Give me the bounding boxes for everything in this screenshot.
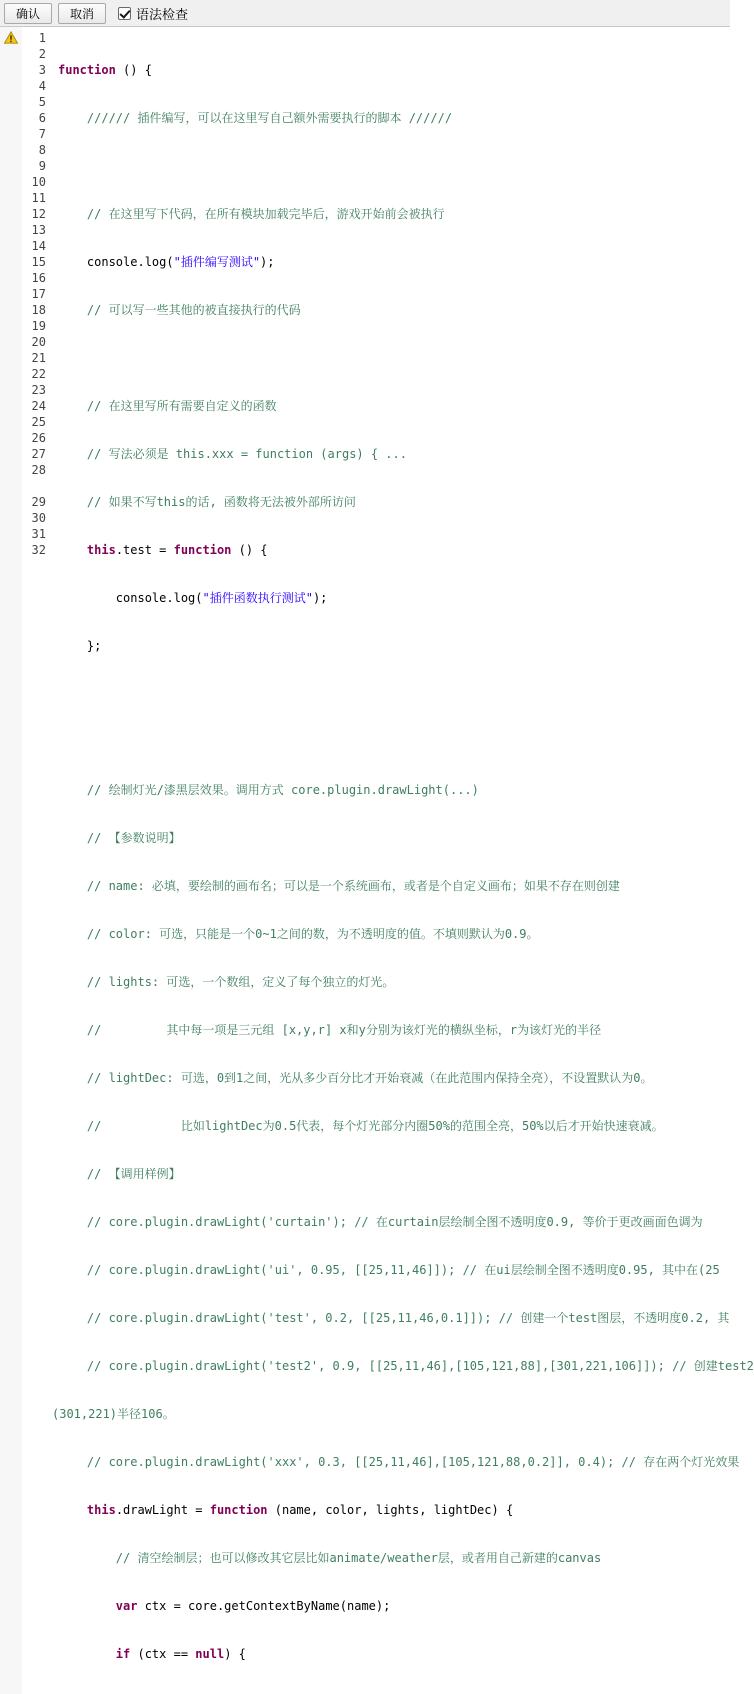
toolbar [0,0,730,27]
line-number: 20 [31,335,46,349]
line-number: 9 [38,159,46,173]
code-line: // 写法必须是 this.xxx = function (args) { ... [58,447,407,461]
code-line: if (ctx == null) { [115,1647,246,1661]
line-number: 16 [31,271,46,285]
code-line: }; [58,639,102,653]
syntax-check-label: 语法检查 [136,7,189,23]
syntax-check-toggle[interactable] [118,4,188,23]
line-number: 15 [31,255,46,269]
line-number: 23 [31,383,46,397]
code-line-wrapped: (301,221)半径106。 [52,1407,175,1421]
gutter-markers [0,27,22,1694]
code-line: var ctx = core.getContextByName(name); [115,1599,391,1613]
line-number: 18 [31,303,46,317]
code-line: // 如果不写this的话, 函数将无法被外部所访问 [58,495,356,509]
code-line: // core.plugin.drawLight('test', 0.2, [[25,11,46,0.1]]); // 创建一个test图层，不透明度0.2, 其 [58,1311,730,1325]
code-line: this.drawLight = function (name, color, lights, lightDec) { [86,1503,514,1517]
code-line: // 【参数说明】 [58,831,181,845]
code-line: console.log("插件函数执行测试"); [58,591,328,605]
line-number: 6 [38,111,46,125]
code-line: // 绘制灯光/漆黑层效果。调用方式 core.plugin.drawLight(...) [58,783,479,797]
code-line: this.test = function () { [86,543,268,557]
code-line: // core.plugin.drawLight('xxx', 0.3, [[25,11,46],[105,121,88,0.2]], 0.4); // 存在两个灯光效果 [58,1455,740,1469]
code-line: // core.plugin.drawLight('test2', 0.9, [[25,11,46],[105,121,88],[301,221,106]]); // 创建test2 [58,1359,754,1373]
line-number: 19 [31,319,46,333]
line-number: 13 [31,223,46,237]
line-number: 17 [31,287,46,301]
line-number: 25 [31,415,46,429]
line-number: 27 [31,447,46,461]
line-number: 8 [38,143,46,157]
line-number: 31 [31,527,46,541]
code-line: // 比如lightDec为0.5代表，每个灯光部分内圈50%的范围全亮，50%以后才开始快速衰减。 [58,1119,664,1133]
code-line: // 在这里写下代码，在所有模块加载完毕后，游戏开始前会被执行 [58,207,445,221]
line-number: 10 [31,175,46,189]
line-number: 3 [38,63,46,77]
code-content[interactable] [52,27,754,1694]
line-number: 29 [31,495,46,509]
code-line: // core.plugin.drawLight('ui', 0.95, [[25,11,46]]); // 在ui层绘制全图不透明度0.95, 其中在(25 [58,1263,720,1277]
code-line: // 可以写一些其他的被直接执行的代码 [58,303,301,317]
code-line [58,734,754,750]
line-number: 2 [38,47,46,61]
code-editor[interactable] [0,27,754,1694]
line-number: 12 [31,207,46,221]
code-line: // lightDec: 可选，0到1之间，光从多少百分比才开始衰减（在此范围内保持全亮），不设置默认为0。 [58,1071,653,1085]
line-number: 22 [31,367,46,381]
line-number: 5 [38,95,46,109]
code-line: // name: 必填，要绘制的画布名；可以是一个系统画布，或者是个自定义画布；如果不存在则创建 [58,879,620,893]
code-line: // 【调用样例】 [58,1167,181,1181]
line-number: 28 [31,463,46,477]
code-line: console.log("插件编写测试"); [58,255,275,269]
line-number: 24 [31,399,46,413]
line-number: 1 [38,31,46,45]
checkbox-icon[interactable] [118,7,131,20]
code-line [58,350,754,366]
cancel-button[interactable]: 取消 [58,3,106,24]
line-number: 7 [38,127,46,141]
line-number: 32 [31,543,46,557]
code-line: // color: 可选，只能是一个0~1之间的数，为不透明度的值。不填则默认为0.9。 [58,927,539,941]
code-line: // 其中每一项是三元组 [x,y,r] x和y分别为该灯光的横纵坐标，r为该灯光的半径 [58,1023,602,1037]
code-line [58,686,754,702]
confirm-button[interactable]: 确认 [4,3,52,24]
code-line [58,158,754,174]
line-number: 26 [31,431,46,445]
code-line: ////// 插件编写，可以在这里写自己额外需要执行的脚本 ////// [58,111,453,125]
line-number: 21 [31,351,46,365]
line-number-gutter [22,27,52,1694]
warning-triangle-icon [4,31,18,44]
line-number: 14 [31,239,46,253]
code-line: function () { [58,63,152,77]
line-number: 30 [31,511,46,525]
line-number: 4 [38,79,46,93]
code-line: // 在这里写所有需要自定义的函数 [58,399,277,413]
code-line: // 清空绘制层；也可以修改其它层比如animate/weather层，或者用自己新建的canvas [58,1551,602,1565]
line-number: 11 [31,191,46,205]
code-line: // core.plugin.drawLight('curtain'); // 在curtain层绘制全图不透明度0.9, 等价于更改画面色调为 [58,1215,703,1229]
code-line: // lights: 可选，一个数组，定义了每个独立的灯光。 [58,975,395,989]
